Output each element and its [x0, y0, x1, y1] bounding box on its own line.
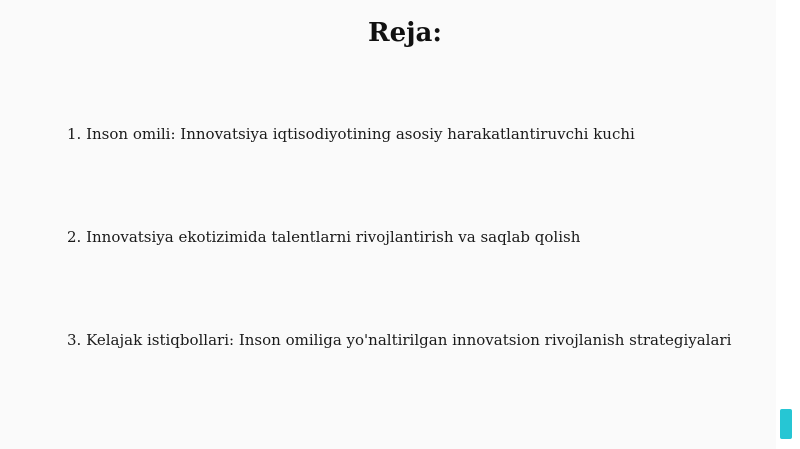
agenda-item: 2. Innovatsiya ekotizimida talentlarni rivojlantirish va saqlab qolish	[67, 228, 581, 246]
agenda-item: 1. Inson omili: Innovatsiya iqtisodiyotining asosiy harakatlantiruvchi kuchi	[67, 125, 635, 143]
scrollbar-track[interactable]	[776, 0, 800, 449]
slide-title: Reja:	[367, 18, 442, 48]
scrollbar-thumb[interactable]	[780, 409, 792, 439]
agenda-item: 3. Kelajak istiqbollari: Inson omiliga yo'naltirilgan innovatsion rivojlanish strategiyalari	[67, 331, 732, 349]
